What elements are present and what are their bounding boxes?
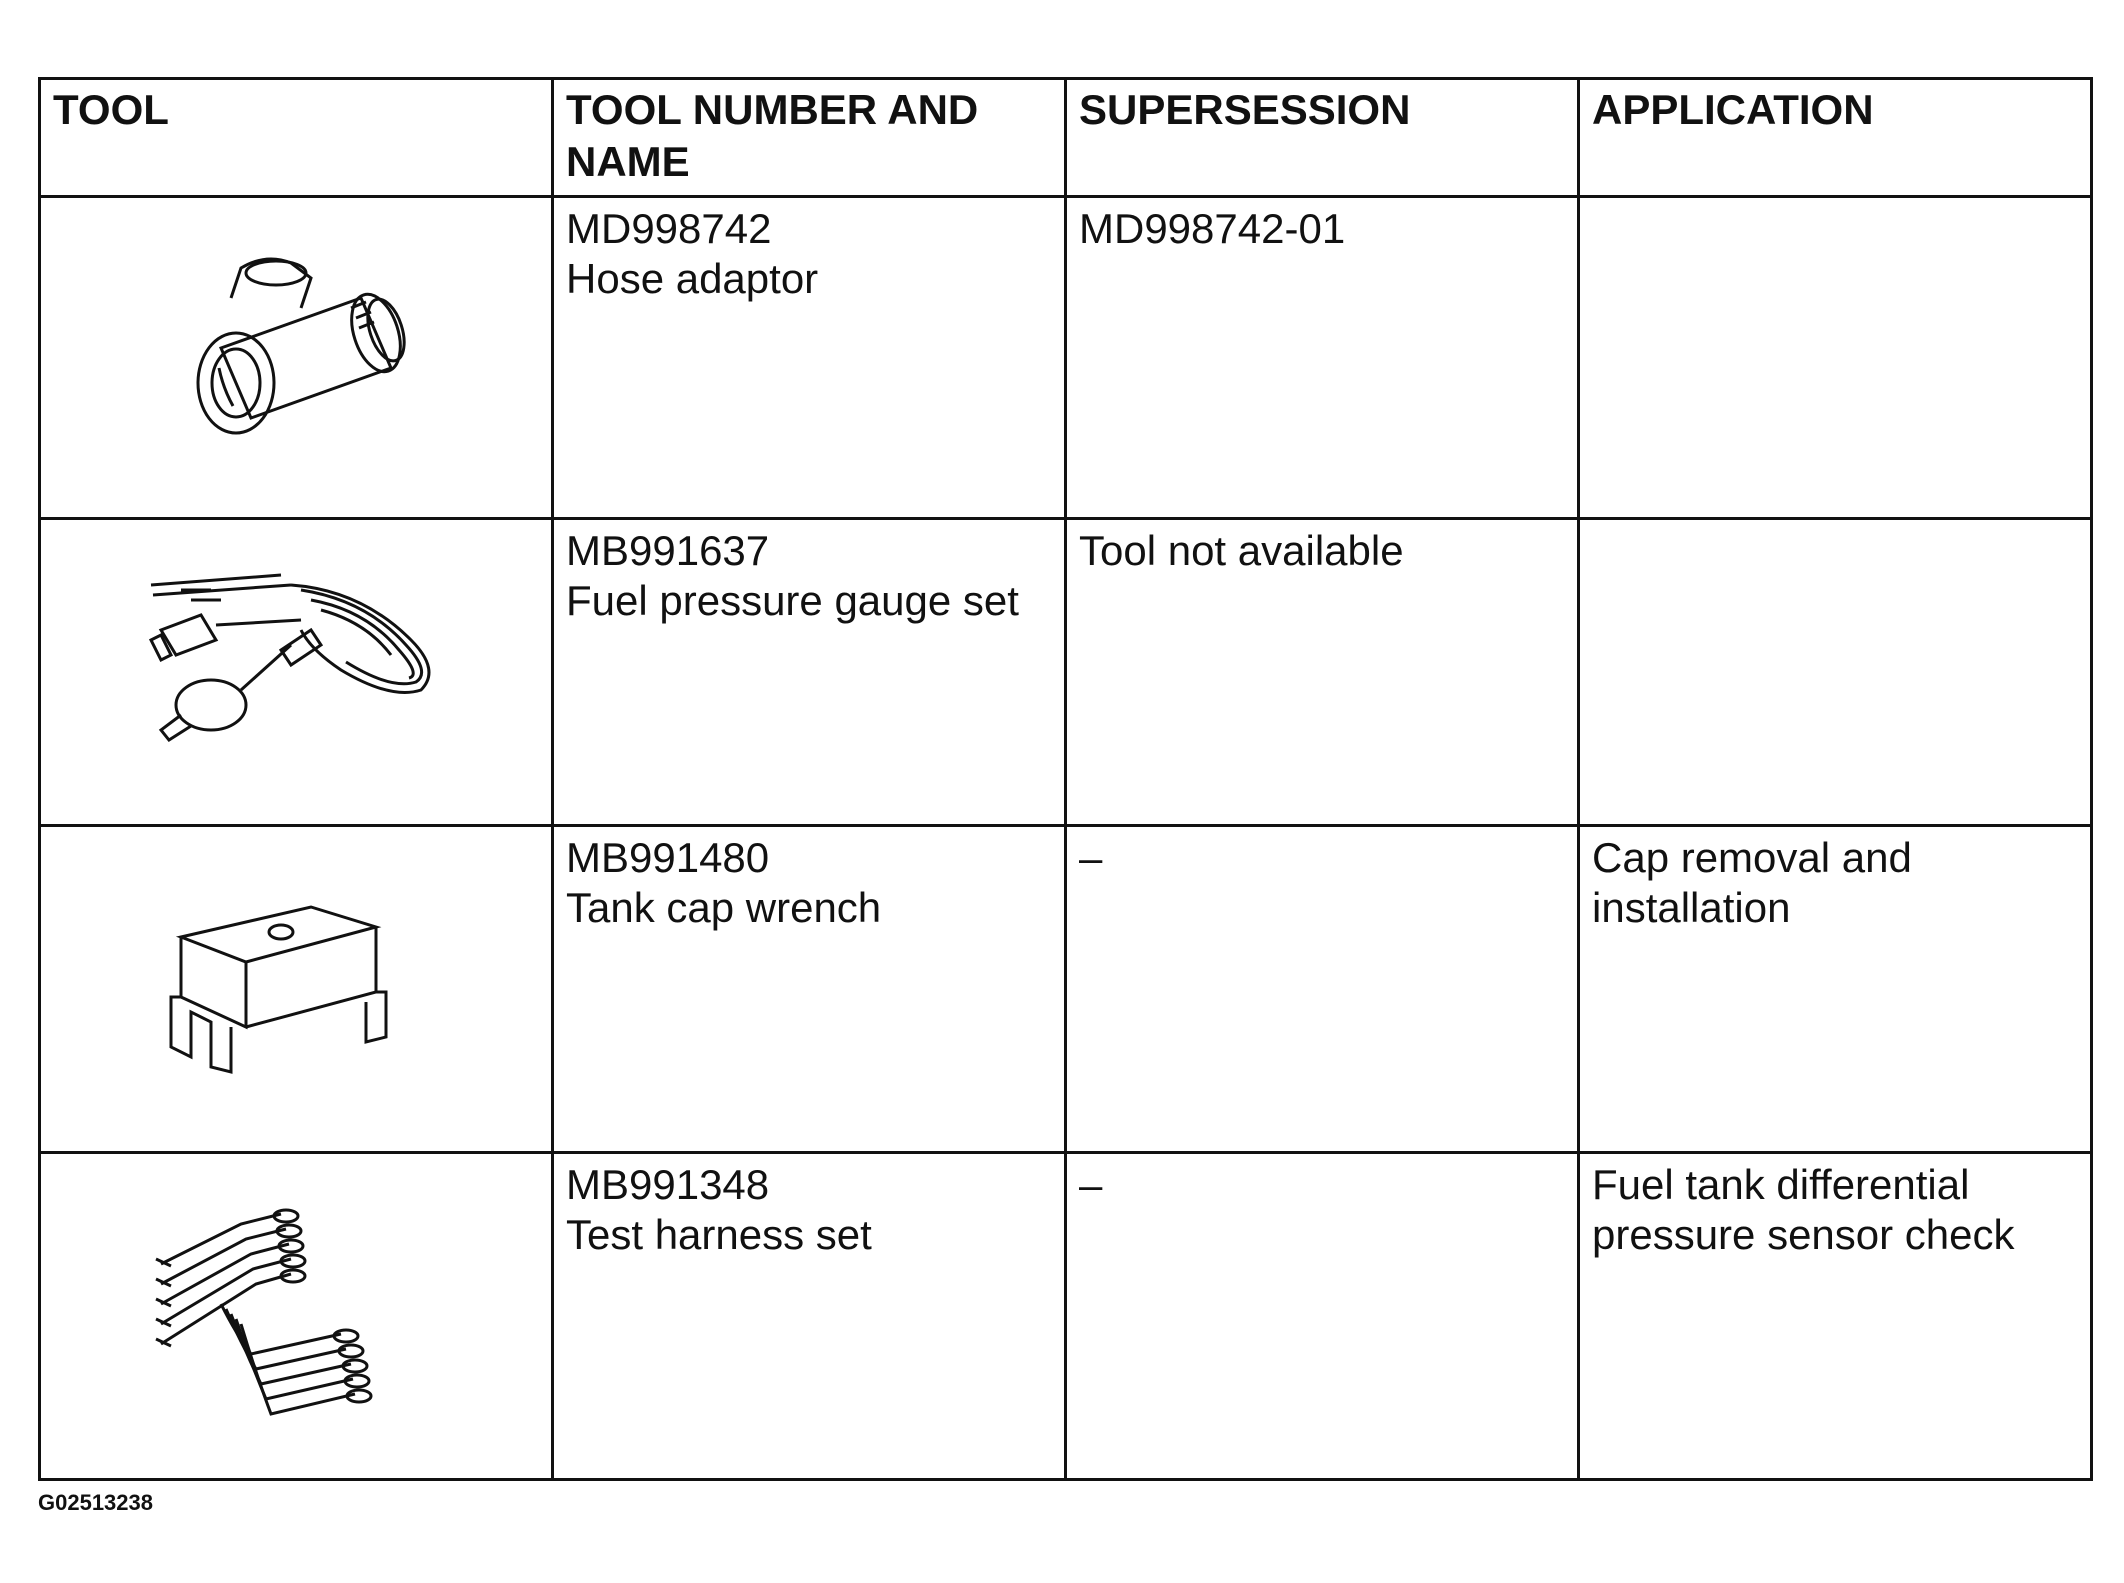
application-line: pressure sensor check — [1592, 1211, 2015, 1258]
application-cell — [1579, 1153, 2092, 1480]
supersession-cell — [1066, 1153, 1579, 1480]
test-harness-set-icon — [141, 1184, 401, 1434]
supersession-value: – — [1079, 834, 1103, 881]
special-tools-table — [38, 77, 2093, 1481]
tool-number: MD998742 — [566, 205, 772, 252]
supersession-cell — [1066, 519, 1579, 826]
tool-image-cell — [40, 519, 553, 826]
tool-image-cell — [40, 826, 553, 1153]
supersession-value: MD998742-01 — [1079, 205, 1346, 252]
header-tool: TOOL — [40, 79, 553, 197]
application-cell — [1579, 826, 2092, 1153]
tool-image-cell — [40, 1153, 553, 1480]
supersession-value: – — [1079, 1161, 1103, 1208]
application-cell — [1579, 197, 2092, 519]
tool-name: Hose adaptor — [566, 255, 819, 302]
application-line: installation — [1592, 884, 1791, 931]
tool-image-cell — [40, 197, 553, 519]
header-application: APPLICATION — [1579, 79, 2092, 197]
table-row — [40, 519, 2092, 826]
application-line: Fuel tank differential — [1592, 1161, 1970, 1208]
supersession-value: Tool not available — [1079, 527, 1404, 574]
tool-number: MB991637 — [566, 527, 770, 574]
tool-number: MB991348 — [566, 1161, 770, 1208]
application-line: Cap removal and — [1592, 834, 1912, 881]
hose-adaptor-icon — [161, 238, 421, 478]
header-supersession: SUPERSESSION — [1066, 79, 1579, 197]
tool-name: Fuel pressure gauge set — [566, 577, 1019, 624]
tool-number: MB991480 — [566, 834, 770, 881]
tool-number-name-cell — [553, 826, 1066, 1153]
header-tool-number-and-name: TOOL NUMBER AND NAME — [553, 79, 1066, 197]
tool-name: Test harness set — [566, 1211, 872, 1258]
tool-number-name-cell — [553, 519, 1066, 826]
supersession-cell — [1066, 826, 1579, 1153]
header-row — [40, 79, 2092, 197]
table-row — [40, 1153, 2092, 1480]
tool-number-name-cell — [553, 197, 1066, 519]
application-cell — [1579, 519, 2092, 826]
figure-code: G02513238 — [38, 1490, 153, 1515]
fuel-pressure-gauge-icon — [141, 560, 461, 760]
table-row — [40, 826, 2092, 1153]
tool-name: Tank cap wrench — [566, 884, 882, 931]
tool-number-name-cell — [553, 1153, 1066, 1480]
table-row — [40, 197, 2092, 519]
tank-cap-wrench-icon — [161, 877, 401, 1077]
supersession-cell — [1066, 197, 1579, 519]
